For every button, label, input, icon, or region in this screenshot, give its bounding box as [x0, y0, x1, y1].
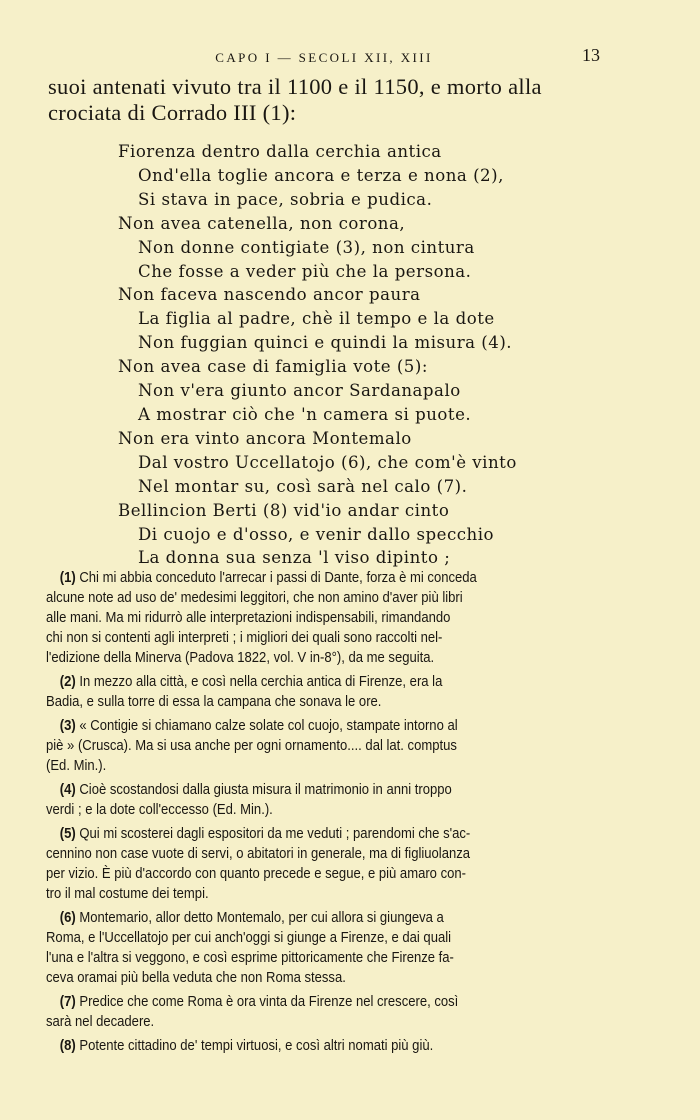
footnote-ref: (5): [59, 825, 76, 842]
footnote-text: (Ed. Min.).: [46, 757, 107, 774]
footnote-text: Predice che come Roma è ora vinta da Firenze nel crescere, così: [79, 993, 459, 1010]
verse-line: La figlia al padre, chè il tempo e la dote: [138, 309, 495, 329]
footnote-text: tro il mal costume dei tempi.: [46, 885, 209, 902]
footnote-text: verdi ; e la dote coll'eccesso (Ed. Min.).: [46, 801, 273, 818]
text-line: suoi antenati vivuto tra il 1100 e il 1150, e morto alla: [48, 74, 542, 99]
verse-line: La donna sua senza 'l viso dipinto ;: [138, 548, 451, 568]
intro-paragraph: [48, 74, 610, 126]
footnote: [46, 824, 559, 904]
footnote-text: piè » (Crusca). Ma si usa anche per ogni ornamento.... dal lat. comptus: [46, 737, 457, 754]
footnote: [46, 568, 559, 668]
footnote-text: alcune note ad uso de' medesimi leggitori, che non amino d'aver più libri: [46, 589, 463, 606]
footnote-text: chi non si contenti agli interpreti ; i migliori dei quali sono raccolti nel-: [46, 629, 443, 646]
footnote: [46, 908, 559, 988]
footnote-text: Qui mi scosterei dagli espositori da me veduti ; parendomi che s'ac-: [79, 825, 471, 842]
verse-line: Non faceva nascendo ancor paura: [118, 285, 421, 305]
footnotes: [46, 568, 559, 1060]
footnote-text: Badia, e sulla torre di essa la campana che sonava le ore.: [46, 693, 382, 710]
footnote-text: Potente cittadino de' tempi virtuosi, e così altri nomati più giù.: [79, 1037, 434, 1054]
footnote: [46, 780, 559, 820]
footnote-text: In mezzo alla città, e così nella cerchia antica di Firenze, era la: [79, 673, 443, 690]
verse-line: Non avea catenella, non corona,: [118, 213, 406, 233]
verse-block: [118, 140, 618, 570]
footnote-ref: (1): [59, 569, 76, 586]
footnote-ref: (7): [59, 993, 76, 1010]
page-header: [48, 45, 600, 66]
footnote-text: Montemario, allor detto Montemalo, per cui allora si giungeva a: [79, 909, 444, 926]
footnote: [46, 716, 559, 776]
footnote-text: « Contigie si chiamano calze solate col cuojo, stampate intorno al: [79, 717, 458, 734]
footnote-text: alle mani. Ma mi ridurrò alle interpretazioni indispensabili, rimandando: [46, 609, 451, 626]
footnote-text: Cioè scostandosi dalla giusta misura il matrimonio in anni troppo: [79, 781, 452, 798]
verse-line: Bellincion Berti (8) vid'io andar cinto: [118, 500, 450, 520]
verse-line: Non era vinto ancora Montemalo: [118, 428, 412, 448]
verse-line: Non donne contigiate (3), non cintura: [138, 237, 475, 257]
footnote-text: per vizio. È più d'accordo con quanto precede e segue, e più amaro con-: [46, 865, 466, 882]
verse-line: Non fuggian quinci e quindi la misura (4).: [138, 333, 513, 353]
verse-line: Dal vostro Uccellatojo (6), che com'è vinto: [138, 452, 517, 472]
footnote-text: Roma, e l'Uccellatojo per cui anch'oggi si giunge a Firenze, e dai quali: [46, 929, 452, 946]
footnote-text: ceva oramai più bella veduta che non Roma stessa.: [46, 969, 346, 986]
footnote-ref: (4): [59, 781, 76, 798]
footnote-ref: (3): [59, 717, 76, 734]
footnote: [46, 1036, 559, 1056]
verse-line: Nel montar su, così sarà nel calo (7).: [138, 476, 468, 496]
verse-line: Si stava in pace, sobria e pudica.: [138, 189, 433, 209]
footnote-text: l'una e l'altra si veggono, e così esprime pittoricamente che Firenze fa-: [46, 949, 454, 966]
footnote-ref: (8): [59, 1037, 76, 1054]
footnote: [46, 992, 559, 1032]
footnote: [46, 672, 559, 712]
verse-line: Non v'era giunto ancor Sardanapalo: [138, 381, 461, 401]
footnote-text: Chi mi abbia conceduto l'arrecar i passi di Dante, forza è mi conceda: [79, 569, 477, 586]
running-head: CAPO I — SECOLI XII, XIII: [215, 50, 433, 65]
verse-line: A mostrar ciò che 'n camera si puote.: [138, 404, 472, 424]
verse-line: Che fosse a veder più che la persona.: [138, 261, 472, 281]
footnote-ref: (2): [59, 673, 76, 690]
page-number: 13: [582, 45, 600, 65]
footnote-text: l'edizione della Minerva (Padova 1822, vol. V in-8°), da me seguita.: [46, 649, 435, 666]
footnote-ref: (6): [59, 909, 76, 926]
text-line: crociata di Corrado III (1):: [48, 100, 297, 125]
verse-line: Fiorenza dentro dalla cerchia antica: [118, 142, 442, 161]
verse-line: Non avea case di famiglia vote (5):: [118, 357, 428, 377]
verse-line: Di cuojo e d'osso, e venir dallo specchio: [138, 524, 495, 544]
footnote-text: sarà nel decadere.: [46, 1013, 155, 1030]
footnote-text: cennino non case vuote di servi, o abitatori in generale, ma di figliuolanza: [46, 845, 471, 862]
verse-line: Ond'ella toglie ancora e terza e nona (2),: [138, 165, 504, 185]
